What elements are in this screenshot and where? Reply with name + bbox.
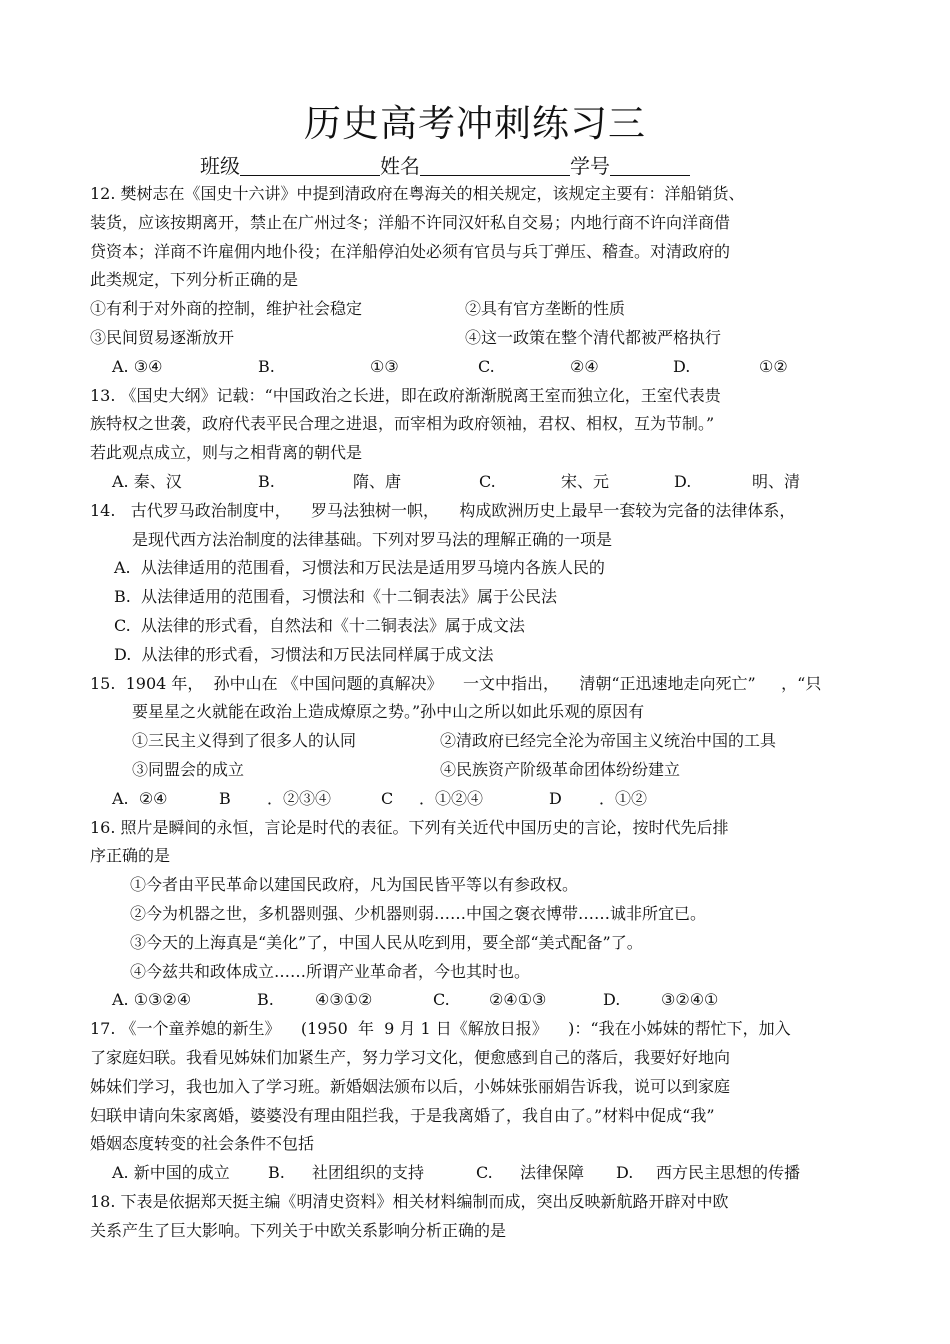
statement-item: ①三民主义得到了很多人的认同 xyxy=(132,731,357,751)
statement-item: ②今为机器之世，多机器则强、少机器则弱……中国之褒衣博带……诚非所宜已。 xyxy=(130,903,707,923)
statement-row xyxy=(90,295,870,324)
choice-d-letter[interactable]: D. xyxy=(674,471,692,491)
question-16 xyxy=(90,814,870,1016)
choice-b-letter[interactable]: B. xyxy=(258,471,275,491)
question-12 xyxy=(90,180,870,382)
choice-c-letter[interactable]: C. xyxy=(479,471,496,491)
answer-choices xyxy=(90,785,870,814)
choice-c-letter[interactable]: C xyxy=(381,788,394,808)
question-18 xyxy=(90,1188,870,1246)
choice-d-text[interactable]: ①② xyxy=(759,356,788,376)
statement-row xyxy=(90,756,870,785)
choice-a[interactable]: A. ①③②④ xyxy=(112,990,192,1010)
question-text-line: 此类规定，下列分析正确的是 xyxy=(90,270,299,290)
question-text-line: 12. 樊树志在《国史十六讲》中提到清政府在粤海关的相关规定，该规定主要有：洋船销货、 xyxy=(90,184,745,203)
statement-row xyxy=(90,727,870,756)
option-a[interactable]: A. 从法律适用的范围看，习惯法和万民法是适用罗马境内各族人民的 xyxy=(114,558,605,578)
option-c[interactable]: C. 从法律的形式看，自然法和《十二铜表法》属于成文法 xyxy=(114,615,525,635)
question-text-line: 姊妹们学习，我也加入了学习班。新婚姻法颁布以后，小姊妹张丽娟告诉我，说可以到家庭 xyxy=(90,1076,731,1096)
choice-d-letter[interactable]: D xyxy=(549,788,562,808)
choice-a[interactable]: A. 新中国的成立 xyxy=(112,1163,230,1183)
name-label: 姓名 xyxy=(380,154,420,178)
choice-a[interactable]: A. 秦、汉 xyxy=(112,471,182,491)
question-text-line: 是现代西方法治制度的法律基础。下列对罗马法的理解正确的一项是 xyxy=(132,529,613,549)
choice-b-text[interactable]: ④③①② xyxy=(315,990,373,1010)
question-text-line: 16. 照片是瞬间的永恒，言论是时代的表征。下列有关近代中国历史的言论，按时代先后排 xyxy=(90,817,729,837)
number-blank xyxy=(610,153,690,176)
choice-c-text[interactable]: ．①②④ xyxy=(419,788,484,808)
question-text-line: 序正确的是 xyxy=(90,846,171,866)
question-text-line: 了家庭妇联。我看见姊妹们加紧生产，努力学习文化，便愈感到自己的落后，我要好好地向 xyxy=(90,1047,731,1067)
question-text-line: 族特权之世袭，政府代表平民合理之进退，而宰相为政府领袖，君权、相权，互为节制。” xyxy=(90,414,715,434)
question-text-line: 要星星之火就能在政治上造成燎原之势。”孙中山之所以如此乐观的原因有 xyxy=(132,702,645,722)
statement-item: ②具有官方垄断的性质 xyxy=(465,299,626,319)
choice-c-text[interactable]: 法律保障 xyxy=(520,1163,585,1183)
statement-item: ③今天的上海真是“美化”了，中国人民从吃到用，要全部“美式配备”了。 xyxy=(130,932,643,952)
statement-row xyxy=(90,324,870,353)
choice-a[interactable]: A. ③④ xyxy=(112,356,163,376)
question-text-line: 妇联申请向朱家离婚，婆婆没有理由阻拦我，于是我离婚了，我自由了。”材料中促成“我” xyxy=(90,1105,715,1125)
choice-b-text[interactable]: 社团组织的支持 xyxy=(312,1163,425,1183)
choice-d-text[interactable]: ③②④① xyxy=(661,990,719,1010)
class-label: 班级 xyxy=(200,154,240,178)
statement-item: ①今者由平民革命以建国民政府，凡为国民皆平等以有参政权。 xyxy=(130,875,579,895)
choice-d-letter[interactable]: D. xyxy=(603,990,621,1010)
question-text-line: 17. 《一个童养媳的新生》 (1950 年 9 月 1 日《解放日报》 )：“我在小姊妹的帮忙下，加入 xyxy=(90,1019,791,1039)
student-info-line xyxy=(200,152,690,180)
answer-choices xyxy=(90,1159,870,1188)
question-text-line: 13. 《国史大纲》记载：“中国政治之长进，即在政府渐渐脱离王室而独立化，王室代表贵 xyxy=(90,385,721,405)
statement-item: ④今兹共和政体成立……所谓产业革命者，今也其时也。 xyxy=(130,961,531,981)
statement-item: ③民间贸易逐渐放开 xyxy=(90,327,235,347)
choice-c-text[interactable]: ②④ xyxy=(570,356,599,376)
question-text-line: 贷资本；洋商不许雇佣内地仆役；在洋船停泊处必须有官员与兵丁弹压、稽查。对清政府的 xyxy=(90,241,731,261)
choice-c-text[interactable]: 宋、元 xyxy=(561,471,610,491)
question-text-line: 婚姻态度转变的社会条件不包括 xyxy=(90,1134,315,1154)
answer-choices xyxy=(90,986,870,1015)
question-text-line: 14. 古代罗马政治制度中， 罗马法独树一帜， 构成欧洲历史上最早一套较为完备的法律体系， xyxy=(90,500,796,520)
question-17 xyxy=(90,1015,870,1188)
choice-d-letter[interactable]: D. xyxy=(673,356,691,376)
choice-b-text[interactable]: 隋、唐 xyxy=(353,471,402,491)
choice-c-letter[interactable]: C. xyxy=(478,356,495,376)
choice-b-text[interactable]: ．②③④ xyxy=(267,788,332,808)
question-text-line: 装货，应该按期离开，禁止在广州过冬；洋船不许同汉奸私自交易；内地行商不许向洋商借 xyxy=(90,212,731,232)
question-15 xyxy=(90,670,870,814)
choice-c-letter[interactable]: C. xyxy=(476,1163,493,1183)
option-d[interactable]: D. 从法律的形式看，习惯法和万民法同样属于成文法 xyxy=(114,644,494,664)
question-list xyxy=(90,180,870,1245)
statement-item: ②清政府已经完全沦为帝国主义统治中国的工具 xyxy=(440,731,777,751)
choice-d-text[interactable]: ．①② xyxy=(599,788,648,808)
page-title: 历史高考冲刺练习三 xyxy=(304,102,646,145)
name-blank xyxy=(420,153,570,176)
statement-item: ①有利于对外商的控制，维护社会稳定 xyxy=(90,299,363,319)
choice-a[interactable]: A. ②④ xyxy=(112,788,168,808)
question-14 xyxy=(90,497,870,670)
question-text-line: 关系产生了巨大影响。下列关于中欧关系影响分析正确的是 xyxy=(90,1220,507,1240)
question-13 xyxy=(90,382,870,497)
choice-b-letter[interactable]: B. xyxy=(257,990,274,1010)
choice-b-letter[interactable]: B. xyxy=(258,356,275,376)
choice-b-text[interactable]: ①③ xyxy=(370,356,399,376)
question-text-line: 15. 1904 年， 孙中山在 《中国问题的真解决》 一文中指出， 清朝“正迅速地走向死亡” ，“只 xyxy=(90,673,822,693)
choice-d-letter[interactable]: D. xyxy=(616,1163,634,1183)
answer-choices xyxy=(90,353,870,382)
answer-choices xyxy=(90,468,870,497)
choice-b-letter[interactable]: B. xyxy=(268,1163,285,1183)
choice-d-text[interactable]: 西方民主思想的传播 xyxy=(656,1163,801,1183)
choice-c-letter[interactable]: C. xyxy=(433,990,450,1010)
choice-c-text[interactable]: ②④①③ xyxy=(489,990,547,1010)
choice-d-text[interactable]: 明、清 xyxy=(752,471,801,491)
question-text-line: 若此观点成立，则与之相背离的朝代是 xyxy=(90,443,363,463)
option-b[interactable]: B. 从法律适用的范围看，习惯法和《十二铜表法》属于公民法 xyxy=(114,587,558,607)
class-blank xyxy=(240,153,380,176)
statement-item: ④民族资产阶级革命团体纷纷建立 xyxy=(440,759,681,779)
statement-item: ④这一政策在整个清代都被严格执行 xyxy=(465,327,722,347)
choice-b-letter[interactable]: B xyxy=(219,788,231,808)
question-text-line: 18. 下表是依据郑天挺主编《明清史资料》相关材料编制而成，突出反映新航路开辟对中欧 xyxy=(90,1191,729,1211)
statement-item: ③同盟会的成立 xyxy=(132,759,245,779)
number-label: 学号 xyxy=(570,154,610,178)
